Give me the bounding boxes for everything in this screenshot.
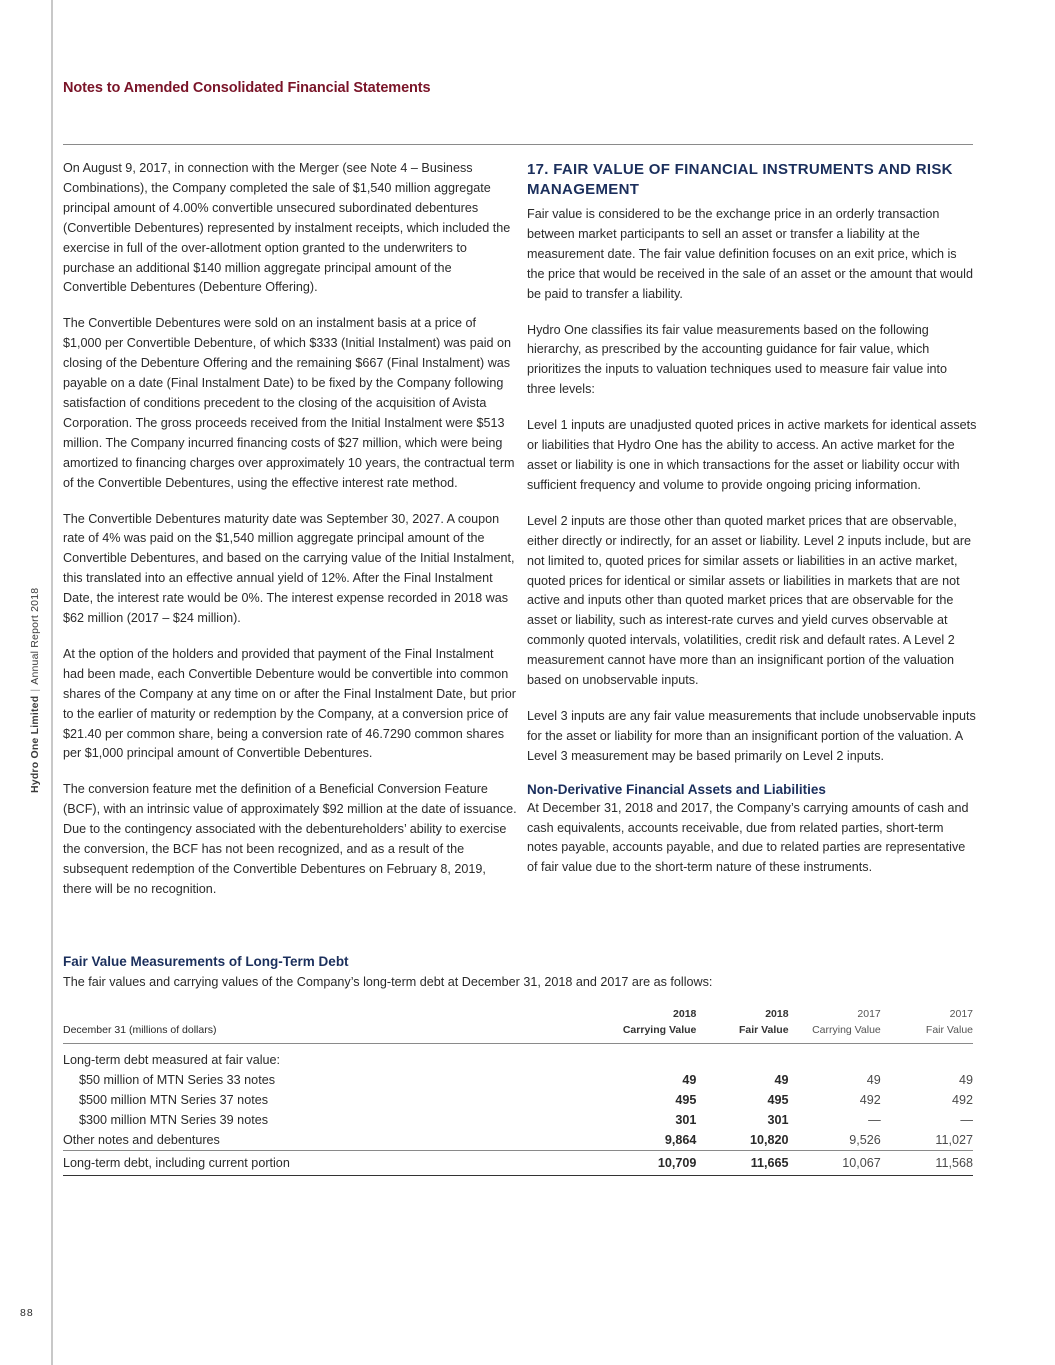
column-header: Fair Value — [881, 1022, 973, 1044]
cell — [696, 1044, 788, 1071]
paragraph: At the option of the holders and provided that payment of the Final Instalment had been made, each Convertible Debenture would be convertible into common shares of the Company at any time on or after the Final Instalment Date, but prior to the earlier of maturity or redemption by the Company, at a conversion price of $21.40 per common share, being a conversion rate of 46.7290 common shares per $1,000 principal amount of Convertible Debentures. — [63, 646, 516, 761]
column-header: Carrying Value — [604, 1022, 696, 1044]
cell: 301 — [675, 1113, 697, 1127]
paragraph: On August 9, 2017, in connection with the Merger (see Note 4 – Business Combinations), the Company completed the sale of $1,540 million aggregate principal amount of 4.00% convertible unsecured subordinated debentures (Convertible Debentures) represented by instalment receipts, which included the exercise in full of the over-allotment option granted to the underwriters to purchase an additional $140 million aggregate principal amount of the Convertible Debentures (Debenture Offering). — [63, 161, 511, 295]
left-margin-rule — [51, 0, 53, 1365]
cell: 492 — [859, 1093, 881, 1107]
cell: 49 — [958, 1073, 973, 1087]
cell — [604, 1044, 696, 1071]
debt-section-heading: Fair Value Measurements of Long-Term Debt — [63, 954, 349, 969]
paragraph: Fair value is considered to be the exchange price in an orderly transaction between market participants to sell an asset or transfer a liability at the measurement date. The fair value definition focuses on an exit price, which is the price that would be received in the sale of an asset or the amount that would be paid to transfer a liability. — [527, 207, 973, 301]
table-row — [63, 1090, 973, 1110]
cell: 49 — [682, 1073, 697, 1087]
note-heading: 17. FAIR VALUE OF FINANCIAL INSTRUMENTS AND RISK MANAGEMENT — [527, 161, 953, 198]
cell: — — [960, 1113, 973, 1127]
cell: 495 — [767, 1093, 789, 1107]
row-label: Long-term debt, including current portion — [63, 1151, 604, 1176]
column-header: Carrying Value — [789, 1022, 881, 1044]
cell: 9,526 — [789, 1130, 881, 1151]
paragraph: The Convertible Debentures were sold on an instalment basis at a price of $1,000 per Convertible Debenture, of which $333 (Initial Instalment) was paid on closing of the Debenture Offering and the remaining $667 (Final Instalment) was payable on a date (Final Instalment Date) to be fixed by the Company following satisfaction of conditions precedent to the closing of the acquisition of Avista Corporation. The gross proceeds received from the Initial Instalment were $513 million. The Company incurred financing costs of $27 million, which were being amortized to financing charges over approximately 10 years, the contractual term of the Convertible Debentures, using the effective interest rate method. — [63, 316, 515, 490]
debt-section — [63, 953, 973, 991]
cell: 49 — [774, 1073, 789, 1087]
cell: 49 — [866, 1073, 881, 1087]
cell: — — [868, 1113, 881, 1127]
long-term-debt-table — [63, 1006, 973, 1176]
cell: 9,864 — [604, 1130, 696, 1151]
table-row — [63, 1070, 973, 1090]
page-header-title: Notes to Amended Consolidated Financial Statements — [63, 80, 431, 96]
cell: 11,665 — [696, 1151, 788, 1176]
table-row — [63, 1130, 973, 1151]
right-column — [527, 160, 977, 878]
left-column — [63, 159, 518, 900]
cell: 495 — [675, 1093, 697, 1107]
paragraph: Level 1 inputs are unadjusted quoted prices in active markets for identical assets or liabilities that Hydro One has the ability to access. An active market for the asset or liability is one in which transactions for the asset or liability occur with sufficient frequency and volume to provide ongoing pricing information. — [527, 418, 977, 492]
table-row — [63, 1044, 973, 1071]
report-name: Annual Report 2018 — [29, 587, 41, 685]
separator: | — [29, 688, 41, 692]
cell: 11,568 — [881, 1151, 973, 1176]
label-column-header: December 31 (millions of dollars) — [63, 1022, 604, 1044]
row-label: $500 million MTN Series 37 notes — [79, 1093, 268, 1107]
column-header: Fair Value — [696, 1022, 788, 1044]
company-name: Hydro One Limited — [29, 695, 41, 793]
column-year: 2018 — [673, 1008, 697, 1020]
paragraph: Hydro One classifies its fair value measurements based on the following hierarchy, as prescribed by the accounting guidance for fair value, which prioritizes the inputs to valuation techniques used to measure fair value into three levels: — [527, 322, 948, 397]
paragraph: The Convertible Debentures maturity date was September 30, 2027. A coupon rate of 4% was paid on the $1,540 million aggregate principal amount of the Convertible Debentures, and based on the carrying value of the Initial Instalment, this translated into an effective annual yield of 12%. After the Final Instalment Date, the interest rate would be 0%. The interest expense recorded in 2018 was $62 million (2017 – $24 million). — [63, 511, 515, 626]
table-row — [63, 1110, 973, 1130]
row-label: Other notes and debentures — [63, 1130, 604, 1151]
cell — [881, 1044, 973, 1071]
column-year: 2017 — [949, 1008, 973, 1020]
paragraph: Level 2 inputs are those other than quoted market prices that are observable, either directly or indirectly, for an asset or liability. Level 2 inputs include, but are not limited to, quoted prices for similar assets or liabilities in an active market, quoted prices for identical or similar assets or liabilities in markets that are not active and inputs other than quoted market prices that are observable for the asset or liability, such as interest-rate curves and yield curves observable at commonly quoted intervals, volatilities, credit risk and default rates. A Level 2 measurement cannot have more than an insignificant portion of the valuation based on unobservable inputs. — [527, 513, 972, 688]
cell: 10,067 — [789, 1151, 881, 1176]
subsection-heading: Non-Derivative Financial Assets and Liabilities — [527, 781, 826, 797]
column-year: 2018 — [765, 1008, 789, 1020]
cell: 10,820 — [696, 1130, 788, 1151]
sidebar-running-footer — [29, 588, 41, 793]
page-number: 88 — [20, 1307, 34, 1319]
cell: 301 — [767, 1113, 789, 1127]
header-divider — [63, 144, 973, 145]
table-total-row — [63, 1151, 973, 1176]
paragraph: Level 3 inputs are any fair value measurements that include unobservable inputs for the asset or liability for more than an insignificant portion of the valuation. A Level 3 measurement may be based primarily on Level 2 inputs. — [527, 708, 976, 763]
cell: 492 — [951, 1093, 973, 1107]
cell: 10,709 — [604, 1151, 696, 1176]
table-header-row-years — [63, 1006, 973, 1022]
row-label: $300 million MTN Series 39 notes — [79, 1113, 268, 1127]
row-label: Long-term debt measured at fair value: — [63, 1053, 281, 1067]
paragraph: The conversion feature met the definition of a Beneficial Conversion Feature (BCF), with an intrinsic value of approximately $92 million at the date of issuance. Due to the contingency associated with the debentureholders’ ability to exercise the conversion, the BCF has not been recognized, and as a result of the subsequent redemption of the Convertible Debentures on February 8, 2019, there will be no recognition. — [63, 782, 517, 896]
row-label: $50 million of MTN Series 33 notes — [79, 1073, 275, 1087]
paragraph: At December 31, 2018 and 2017, the Company’s carrying amounts of cash and cash equivalents, accounts receivable, due from related parties, short-term notes payable, accounts payable, and due to related parties are representative of fair value due to the short-term nature of these instruments. — [527, 800, 969, 875]
debt-section-intro: The fair values and carrying values of the Company’s long-term debt at December 31, 2018 and 2017 are as follows: — [63, 975, 713, 989]
table-header-row-labels — [63, 1022, 973, 1044]
column-year: 2017 — [857, 1008, 881, 1020]
cell — [789, 1044, 881, 1071]
cell: 11,027 — [881, 1130, 973, 1151]
